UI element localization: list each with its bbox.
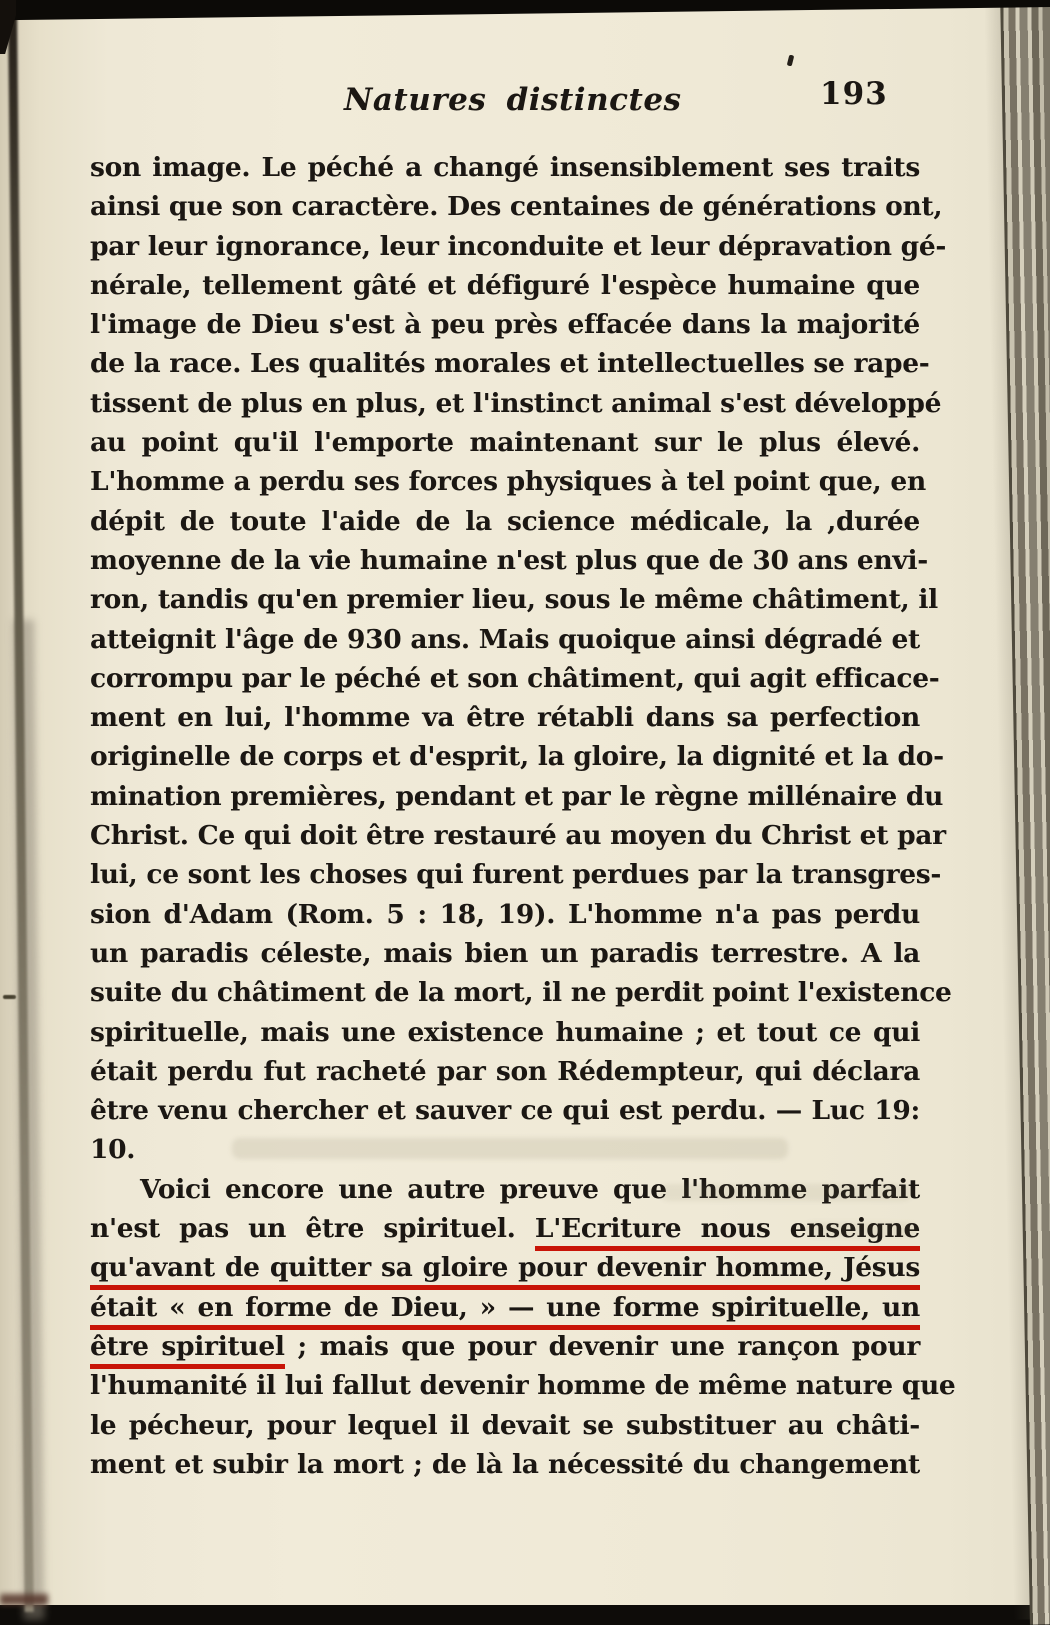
- ghost-bleedthrough: [805, 1222, 917, 1237]
- text-line: [90, 187, 943, 226]
- text-segment: nérale, tellement gâté et défiguré l'espèce humaine que: [90, 269, 920, 301]
- text-line: [90, 659, 940, 698]
- text-line: [90, 1327, 920, 1366]
- text-segment: l'humanité il lui fallut devenir homme de même nature que: [90, 1370, 956, 1402]
- red-underline-annotation: était « en forme de Dieu, » — une forme spirituelle, un: [90, 1292, 920, 1330]
- text-line: [90, 384, 942, 423]
- ghost-bleedthrough: [660, 1184, 912, 1201]
- text-segment: être venu chercher et sauver ce qui est perdu. — Luc 19:: [90, 1095, 920, 1127]
- ghost-bleedthrough: [232, 1138, 788, 1159]
- text-line: [90, 541, 928, 580]
- text-line: [90, 423, 920, 462]
- text-line: [90, 1091, 920, 1130]
- red-underline-annotation: qu'avant de quitter sa gloire pour devenir homme, Jésus: [90, 1252, 920, 1290]
- text-line: [90, 1288, 920, 1327]
- text-line: [90, 737, 944, 776]
- text-line: [90, 344, 930, 383]
- ink-speck: [787, 55, 795, 67]
- red-underline-annotation: être spirituel: [90, 1331, 285, 1369]
- text-line: [90, 1366, 956, 1405]
- text-segment: le pécheur, pour lequel il devait se substituer au châti-: [90, 1409, 920, 1441]
- text-line: [90, 698, 920, 737]
- text-segment: tissent de plus en plus, et l'instinct animal s'est développé: [90, 387, 942, 419]
- text-segment: son image. Le péché a changé insensiblement ses traits: [90, 152, 920, 183]
- text-segment: originelle de corps et d'esprit, la gloire, la dignité et la do-: [90, 741, 944, 773]
- page-number: 193: [820, 76, 888, 112]
- text-line: [90, 148, 920, 187]
- text-segment: ; mais que pour devenir une rançon pour: [284, 1330, 920, 1362]
- text-line: [90, 266, 920, 305]
- text-line: [90, 462, 926, 501]
- running-title: Natures distinctes: [344, 82, 682, 118]
- text-line: [90, 855, 942, 894]
- text-segment: moyenne de la vie humaine n'est plus que de 30 ans envi-: [90, 544, 928, 576]
- text-segment: atteignit l'âge de 930 ans. Mais quoique ainsi dégradé et: [90, 623, 920, 655]
- text-line: [90, 305, 920, 344]
- text-segment: lui, ce sont les choses qui furent perdues par la transgres-: [90, 859, 942, 891]
- text-segment: mination premières, pendant et par le règne millénaire du: [90, 780, 944, 812]
- text-line: [90, 777, 944, 816]
- text-segment: spirituelle, mais une existence humaine ; et tout ce qui: [90, 1016, 920, 1048]
- text-segment: ainsi que son caractère. Des centaines de générations ont,: [90, 191, 943, 223]
- text-segment: ment et subir la mort ; de là la nécessité du changement: [90, 1448, 920, 1480]
- text-segment: était perdu fut racheté par son Rédempteur, qui déclara: [90, 1055, 920, 1087]
- text-line: [90, 816, 946, 855]
- text-line: [90, 895, 920, 934]
- text-line: [90, 227, 947, 266]
- text-segment: sion d'Adam (Rom. 5 : 18, 19). L'homme n'a pas perdu: [90, 898, 920, 930]
- text-segment: Christ. Ce qui doit être restauré au moyen du Christ et par: [90, 820, 946, 852]
- scan-top-edge: [0, 0, 1050, 22]
- text-segment: L'homme a perdu ses forces physiques à tel point que, en: [90, 466, 926, 498]
- text-line: [90, 973, 952, 1012]
- text-segment: ron, tandis qu'en premier lieu, sous le même châtiment, il: [90, 584, 938, 616]
- text-line: [90, 502, 920, 541]
- text-segment: au point qu'il l'emporte maintenant sur le plus élevé.: [90, 427, 920, 459]
- text-line: [90, 1445, 920, 1484]
- text-segment: de la race. Les qualités morales et intellectuelles se rape-: [90, 348, 930, 380]
- text-segment: dépit de toute l'aide de la science médicale, la ,durée: [90, 505, 920, 537]
- scan-bottom-edge: [0, 1594, 48, 1605]
- margin-mark: [3, 995, 16, 999]
- text-segment: 10.: [90, 1134, 136, 1166]
- text-segment: corrompu par le péché et son châtiment, qui agit efficace-: [90, 662, 940, 694]
- text-segment: suite du châtiment de la mort, il ne perdit point l'existence: [90, 977, 952, 1009]
- text-line: [90, 934, 920, 973]
- text-line: [90, 620, 920, 659]
- red-underline-annotation: L'Ecriture nous enseigne: [535, 1213, 920, 1251]
- text-line: [90, 580, 938, 619]
- text-segment: un paradis céleste, mais bien un paradis terrestre. A la: [90, 937, 920, 969]
- body-text: [90, 148, 956, 1484]
- text-line: [90, 1248, 920, 1287]
- text-line: [90, 1406, 920, 1445]
- text-segment: Voici encore une autre preuve que l'homme parfait: [140, 1173, 920, 1205]
- text-line: [90, 1013, 920, 1052]
- text-segment: ment en lui, l'homme va être rétabli dans sa perfection: [90, 702, 920, 734]
- text-segment: n'est pas un être spirituel.: [90, 1213, 535, 1245]
- text-segment: par leur ignorance, leur inconduite et leur dépravation gé-: [90, 230, 947, 262]
- text-segment: l'image de Dieu s'est à peu près effacée dans la majorité: [90, 309, 920, 341]
- text-line: [90, 1209, 920, 1248]
- text-line: [90, 1052, 920, 1091]
